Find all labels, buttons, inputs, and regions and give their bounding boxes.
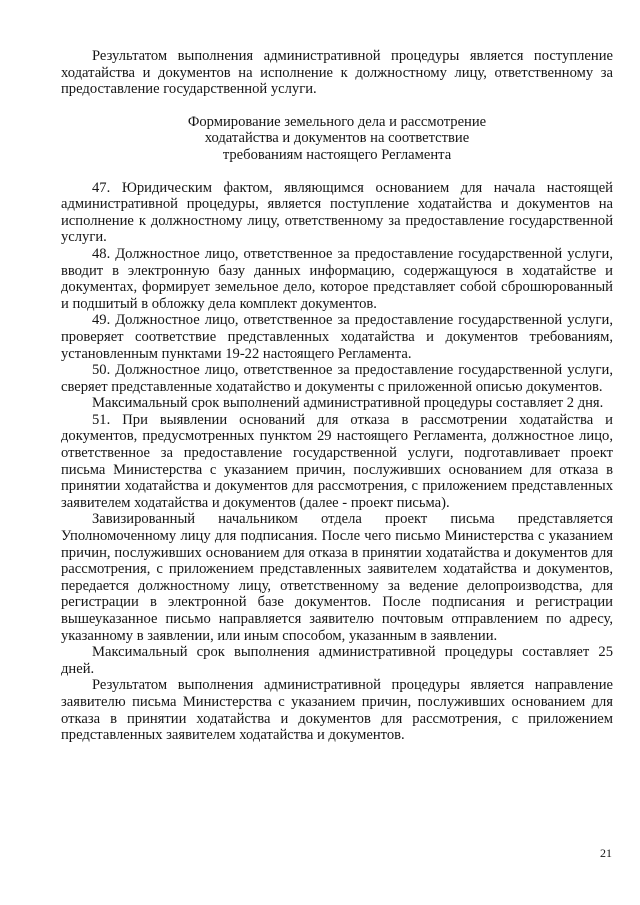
paragraph-max-term-2-days: Максимальный срок выполнений административной процедуры составляет 2 дня. [92,395,604,412]
paragraph-approved-draft: Завизированный начальником отдела проект письма представляется Уполномоченному лицу для подписания. После чего письмо Министерства с указанием причин, послуживших основанием для отказа в принятии ходатайства и документов для рассмотрения, с приложением представленных заявителем ходатайства и документов, передается должностному лицу, ответственному за ведение делопроизводства, для регистрации в электронной базе документов. После подписания и регистрации вышеуказанное письмо направляется заявителю почтовым отправлением по адресу, указанному в заявлении, или иным способом, указанным в заявлении. [61,511,613,644]
section-heading [61,114,613,164]
section-heading-line-3: требованиям настоящего Регламента [222,146,452,163]
document-body [61,48,613,744]
section-heading-line-2: ходатайства и документов на соответствие [204,130,470,147]
paragraph-47: 47. Юридическим фактом, являющимся основанием для начала настоящей административной процедуры, является поступление ходатайства и документов на исполнение к должностному лицу, ответственному за предоставление государственной услуги. [61,179,613,246]
paragraph-max-term-25-days: Максимальный срок выполнения административной процедуры составляет 25 дней. [61,644,613,677]
section-heading-line-1: Формирование земельного дела и рассмотрение [187,113,487,130]
page-number: 21 [600,846,612,860]
intro-paragraph: Результатом выполнения административной процедуры является поступление ходатайства и документов на исполнение к должностному лицу, ответственному за предоставление государственной услуги. [61,48,613,98]
paragraph-result: Результатом выполнения административной процедуры является направление заявителю письма Министерства с указанием причин, послуживших основанием для отказа в принятии ходатайства и документов для рассмотрения, с приложением представленных заявителем ходатайства и документов. [61,677,613,744]
paragraph-50: 50. Должностное лицо, ответственное за предоставление государственной услуги, сверяет представленные ходатайство и документы с приложенной описью документов. [61,362,613,395]
paragraph-48: 48. Должностное лицо, ответственное за предоставление государственной услуги, вводит в электронную базу данных информацию, содержащуюся в ходатайстве и документах, формирует земельное дело, которое представляет собой сброшюрованный и подшитый в обложку дела комплект документов. [61,245,613,312]
paragraph-51: 51. При выявлении оснований для отказа в рассмотрении ходатайства и документов, предусмотренных пунктом 29 настоящего Регламента, должностное лицо, ответственное за предоставление государственной услуги, подготавливает проект письма Министерства с указанием причин, послуживших основанием для отказа в принятии ходатайства и документов для рассмотрения, с приложением представленных заявителем ходатайства и документов (далее - проект письма). [61,411,613,511]
paragraph-49: 49. Должностное лицо, ответственное за предоставление государственной услуги, проверяет соответствие представленных ходатайства и документов требованиям, установленным пунктами 19-22 настоящего Регламента. [61,312,613,362]
